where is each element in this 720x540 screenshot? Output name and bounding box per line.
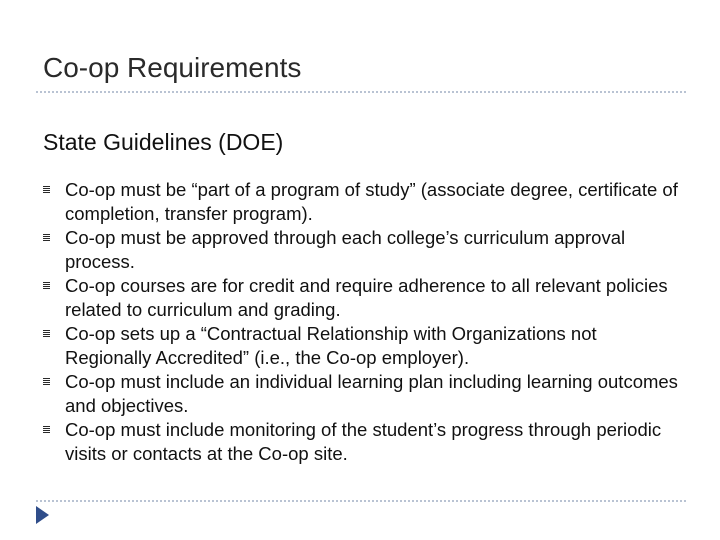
slide-subheading: State Guidelines (DOE) (43, 129, 284, 155)
list-item (43, 178, 683, 226)
list-item-text: Co-op must include monitoring of the student’s progress through periodic visits or contacts at the Co-op site. (65, 419, 662, 464)
list-item (43, 370, 683, 418)
list-item-text: Co-op must include an individual learning plan including learning outcomes and objectives. (65, 371, 678, 416)
list-item-text: Co-op must be approved through each college’s curriculum approval process. (65, 227, 626, 272)
list-item (43, 322, 683, 370)
footer-divider (36, 500, 686, 502)
bullet-list (43, 178, 683, 466)
list-bullet-icon (43, 426, 50, 433)
list-item-text: Co-op must be “part of a program of study” (associate degree, certificate of completion, transfer program). (65, 179, 678, 224)
list-item (43, 418, 683, 466)
next-slide-arrow-icon[interactable] (36, 506, 49, 524)
list-item (43, 226, 683, 274)
list-bullet-icon (43, 186, 50, 193)
list-item-text: Co-op courses are for credit and require adherence to all relevant policies related to curriculum and grading. (65, 275, 668, 320)
slide-title: Co-op Requirements (43, 52, 302, 83)
list-bullet-icon (43, 378, 50, 385)
list-bullet-icon (43, 282, 50, 289)
list-bullet-icon (43, 330, 50, 337)
list-item (43, 274, 683, 322)
title-divider (36, 91, 686, 93)
list-bullet-icon (43, 234, 50, 241)
list-item-text: Co-op sets up a “Contractual Relationship with Organizations not Regionally Accredited” (i.e., the Co-op employer). (65, 323, 597, 368)
